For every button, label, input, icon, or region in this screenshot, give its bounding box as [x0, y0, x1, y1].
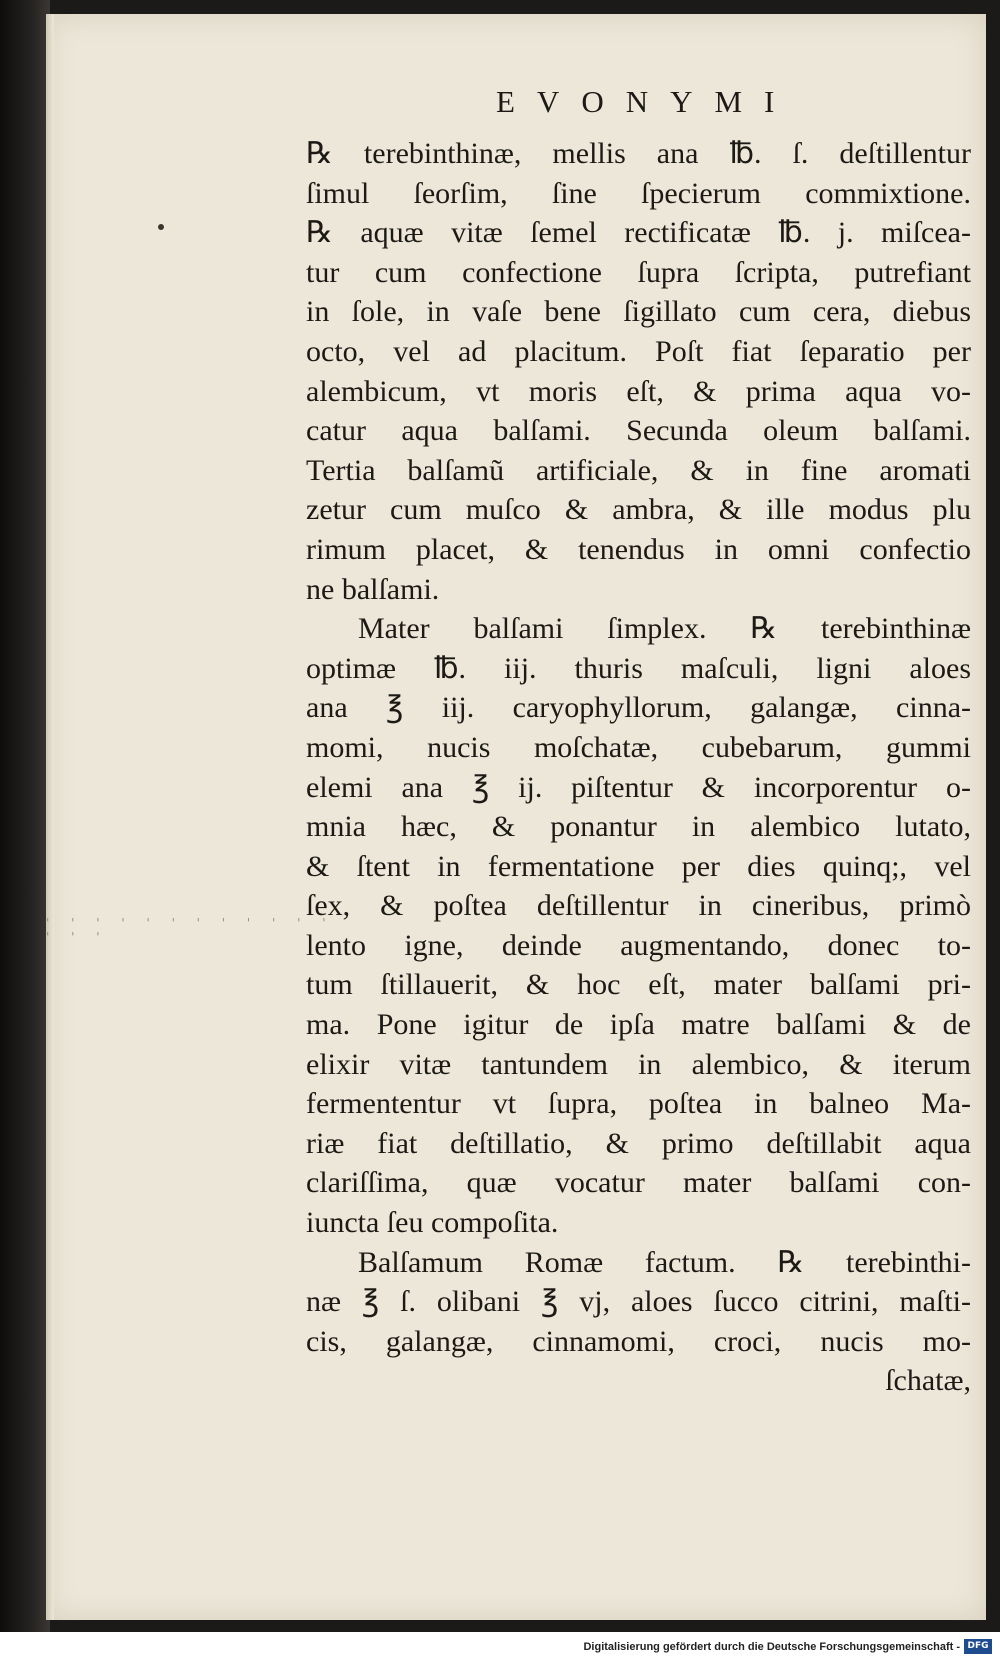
footer-credit: Digitalisierung gefördert durch die Deutsche Forschungsgemeinschaft - [583, 1641, 960, 1653]
text-line: ℞ aquæ vitæ ſemel rectificatæ ℔. j. miſcea‑ [306, 216, 971, 250]
text-line: zetur cum muſco & ambra, & ille modus plu [306, 493, 971, 527]
text-line: riæ fiat deſtillatio, & primo deſtillabit aqua [306, 1126, 971, 1160]
dfg-logo-icon: DFG [964, 1639, 992, 1654]
text-line: fermententur vt ſupra, poſtea in balneo Ma‑ [306, 1087, 971, 1121]
catchword: ſchatæ, [885, 1364, 971, 1398]
running-head: EVONYMI [496, 84, 797, 119]
page-gutter-edge [46, 14, 54, 1620]
text-line: rimum placet, & tenendus in omni confectio [306, 532, 971, 566]
text-line: Mater balſami ſimplex. ℞ terebinthinæ [358, 612, 971, 646]
digitization-footer [0, 1632, 1000, 1663]
body-text [306, 134, 971, 1401]
text-line: ne balſami. [306, 572, 440, 606]
text-line: & ſtent in fermentatione per dies quinq;, vel [306, 849, 971, 883]
text-line: in ſole, in vaſe bene ſigillato cum cera, diebus [306, 295, 971, 329]
text-line: tum ſtillauerit, & hoc eſt, mater balſami pri‑ [306, 968, 971, 1002]
text-line: elemi ana ℥ ij. piſtentur & incorporentur o‑ [306, 770, 971, 804]
text-line: mnia hæc, & ponantur in alembico lutato, [306, 810, 971, 844]
text-line: ma. Pone igitur de ipſa matre balſami & de [306, 1008, 971, 1042]
text-line: cis, galangæ, cinnamomi, croci, nucis mo‑ [306, 1324, 971, 1358]
text-line: Tertia balſamũ artificiale, & in fine aromati [306, 453, 971, 487]
text-line: ana ℥ iij. caryophyllorum, galangæ, cinna‑ [306, 691, 971, 725]
text-line: clariſſima, quæ vocatur mater balſami con‑ [306, 1166, 971, 1200]
text-line: tur cum confectione ſupra ſcripta, putrefiant [306, 255, 971, 289]
text-line: næ ℥ ſ. olibani ℥ vj, aloes ſucco citrini, maſti‑ [306, 1285, 971, 1319]
text-line: alembicum, vt moris eſt, & prima aqua vo‑ [306, 374, 971, 408]
text-line: ſimul ſeorſim, ſine ſpecierum commixtione. [306, 176, 971, 210]
text-line: octo, vel ad placitum. Poſt fiat ſeparatio per [306, 334, 971, 368]
binding-stitch-marks: ' ' ' ' ' ' ' ' ' ' ' ' ' ' ' [46, 916, 335, 944]
book-page [46, 14, 986, 1620]
text-line: Balſamum Romæ factum. ℞ terebinthi‑ [358, 1245, 971, 1279]
scan-background-left [0, 0, 50, 1663]
text-line: iuncta ſeu compoſita. [306, 1206, 559, 1240]
text-line: catur aqua balſami. Secunda oleum balſami. [306, 414, 971, 448]
text-line: lento igne, deinde augmentando, donec to‑ [306, 928, 971, 962]
text-line: optimæ ℔. iij. thuris maſculi, ligni aloes [306, 651, 971, 685]
ink-speck [158, 224, 164, 230]
text-line: ℞ terebinthinæ, mellis ana ℔. ſ. deſtillentur [306, 137, 971, 170]
text-line: elixir vitæ tantundem in alembico, & iterum [306, 1047, 971, 1081]
text-line: momi, nucis moſchatæ, cubebarum, gummi [306, 730, 971, 764]
text-line: ſex, & poſtea deſtillentur in cineribus, primò [306, 889, 971, 923]
